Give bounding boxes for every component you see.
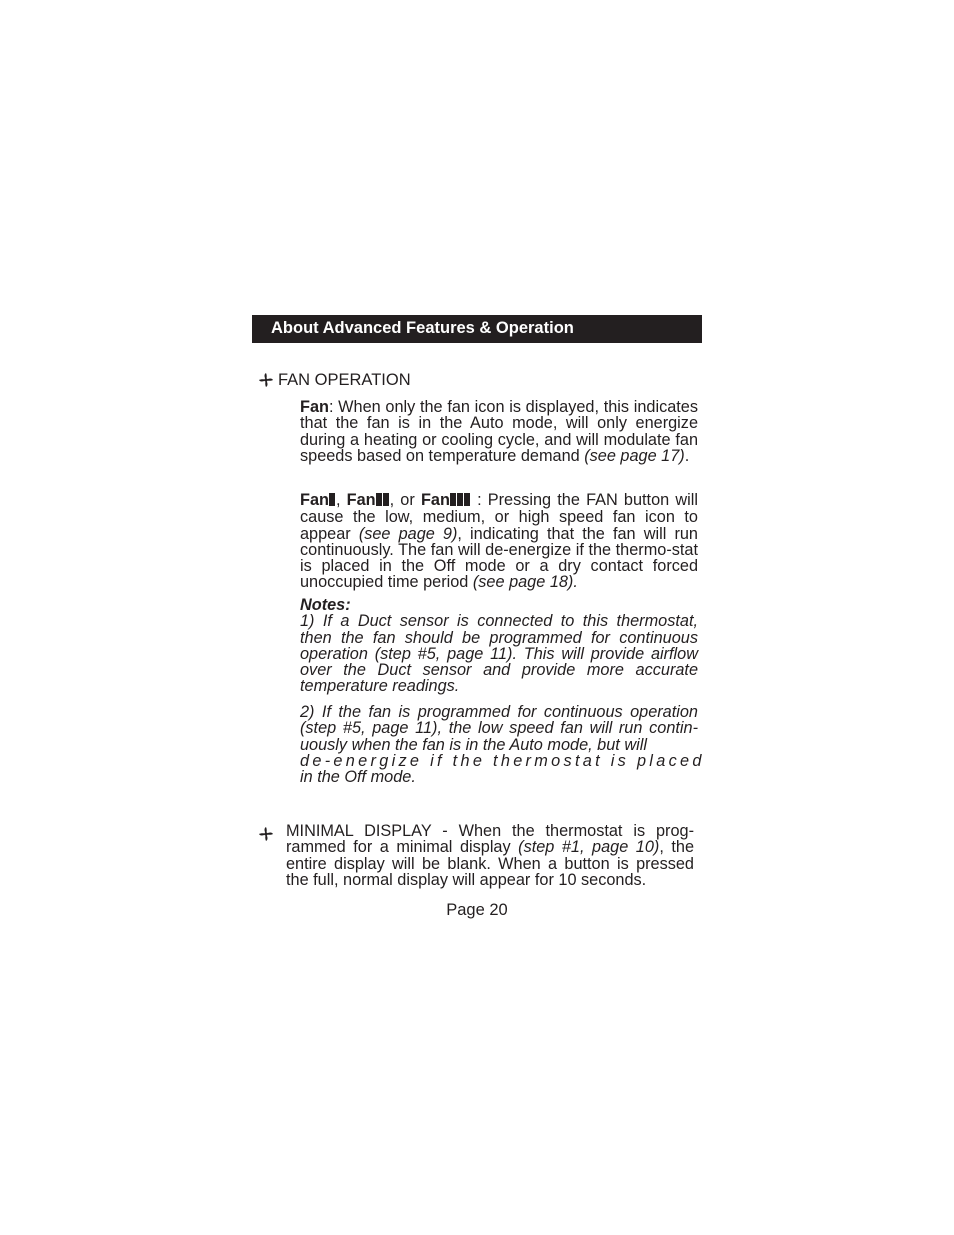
- note-2-block: [300, 703, 705, 787]
- fan-high-speed-icon: [450, 493, 471, 509]
- fan-label: Fan: [300, 398, 329, 416]
- notes-heading: Notes:: [300, 596, 351, 614]
- fan-operation-heading: FAN OPERATION: [278, 371, 411, 389]
- fan-low-speed-icon: [329, 493, 336, 509]
- fan-high-label: Fan: [420, 491, 450, 509]
- fan-speed-text-1: : Pressing the FAN button will cause the low, medium, or high speed fan icon to appear: [300, 491, 698, 543]
- fan-speed-ref-2: (see page 18).: [472, 573, 578, 592]
- fan-speed-text-2: , indicating that the fan will run continuously. The fan will de-energize if the thermo-stat is placed in the Off mode or a dry contact forced unoccupied time period: [300, 524, 698, 592]
- fan-speed-ref-1: (see page 9): [358, 524, 458, 543]
- fan-operation-title: [258, 371, 411, 393]
- note-2-b: de-energize if the thermostat is placed: [300, 751, 705, 770]
- page-number: Page 20: [446, 901, 508, 919]
- fan-speed-paragraph: [300, 492, 698, 591]
- note-2-c: in the Off mode.: [300, 768, 416, 787]
- note-2-a: 2) If the fan is programmed for continuous operation (step #5, page 11), the low speed fan will run contin-uously when the fan is in the Auto mode, but will: [300, 703, 698, 754]
- fan-medium-speed-icon: [376, 493, 390, 509]
- fan-icon: [258, 826, 274, 845]
- minimal-display-text: [286, 823, 694, 888]
- fan-sep-1: ,: [335, 491, 347, 509]
- fan-auto-paragraph: [300, 399, 698, 464]
- minimal-display-text-1: MINIMAL DISPLAY - When the thermostat is prog-rammed for a minimal display: [286, 822, 694, 857]
- section-header-title: About Advanced Features & Operation: [271, 319, 574, 337]
- fan-auto-text: : When only the fan icon is displayed, this indicates that the fan is in the Auto mode, will only energize during a heating or cooling cycle, and will modulate fan speeds based on temperature demand: [300, 398, 698, 465]
- fan-low-label: Fan: [300, 491, 329, 509]
- fan-icon: [258, 372, 274, 393]
- minimal-display-section: [258, 823, 694, 888]
- fan-auto-end: .: [684, 446, 690, 465]
- note-1: 1) If a Duct sensor is connected to this thermostat, then the fan should be programmed for continuous operation (step #5, page 11). This will provide airflow over the Duct sensor and provide more accurate temperature readings.: [300, 612, 698, 696]
- section-header: [252, 315, 702, 343]
- notes-block: [300, 597, 698, 695]
- minimal-display-text-2: , the entire display will be blank. When a button is pressed the full, normal display will appear for 10 seconds.: [286, 838, 694, 889]
- fan-auto-ref: (see page 17): [584, 446, 685, 465]
- fan-sep-2: , or: [389, 491, 421, 509]
- fan-medium-label: Fan: [346, 491, 376, 509]
- minimal-display-ref: (step #1, page 10): [518, 838, 660, 857]
